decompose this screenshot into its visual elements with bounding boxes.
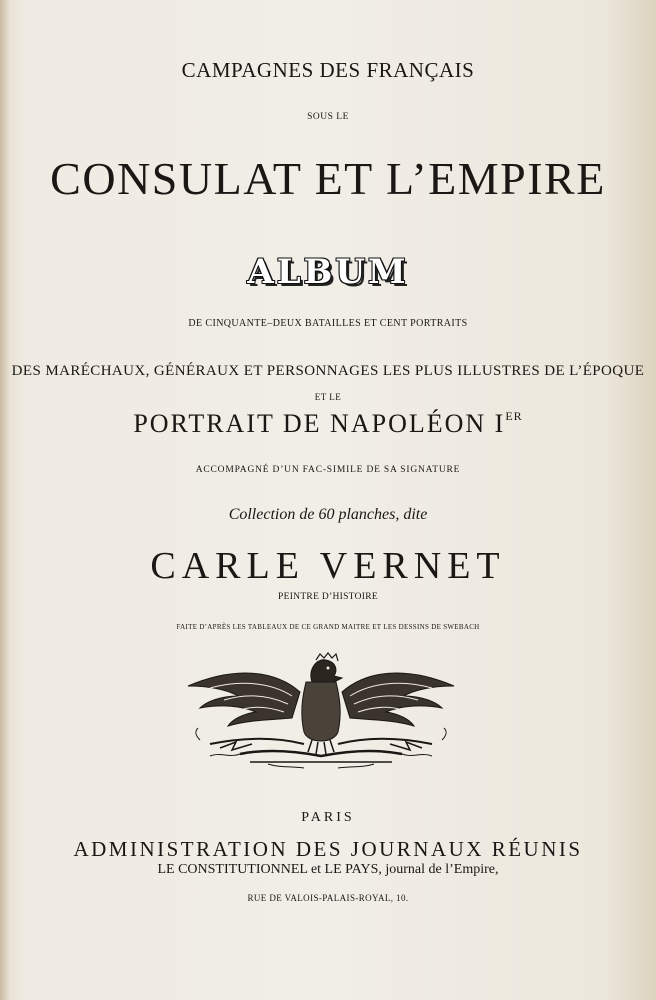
album-heading: ALBUM: [247, 252, 409, 292]
address-text: RUE DE VALOIS-PALAIS-ROYAL, 10.: [247, 893, 409, 903]
page-title: CONSULAT ET L’EMPIRE: [50, 153, 606, 204]
accompagne-text: ACCOMPAGNÉ D’UN FAC-SIMILE DE SA SIGNATURE: [195, 465, 461, 475]
artist-title: PEINTRE D’HISTOIRE: [278, 592, 378, 602]
collection-text: Collection de 60 planches, dite: [228, 506, 428, 523]
journals-text: LE CONSTITUTIONNEL et LE PAYS, journal de l’Empire,: [157, 862, 499, 877]
city-text: PARIS: [301, 810, 355, 825]
et-le-text: ET LE: [314, 392, 342, 402]
sous-le-text: SOUS LE: [307, 112, 349, 122]
subtitle-cinquante: DE CINQUANTE–DEUX BATAILLES ET CENT PORTRAITS: [188, 318, 468, 329]
portrait-superscript: ER: [505, 409, 523, 423]
subtitle-marechaux: DES MARÉCHAUX, GÉNÉRAUX ET PERSONNAGES LES PLUS ILLUSTRES DE L’ÉPOQUE: [11, 363, 645, 379]
publisher-text: ADMINISTRATION DES JOURNAUX RÉUNIS: [73, 837, 583, 861]
heading-campagnes: CAMPAGNES DES FRANÇAIS: [181, 58, 475, 82]
imperial-eagle-icon: [180, 652, 462, 770]
portrait-heading: [0, 409, 656, 439]
artist-name: CARLE VERNET: [150, 545, 506, 587]
portrait-text: PORTRAIT DE NAPOLÉON I: [133, 409, 506, 438]
faite-text: FAITE D’APRÈS LES TABLEAUX DE CE GRAND MAITRE ET LES DESSINS DE SWEBACH: [176, 623, 480, 631]
